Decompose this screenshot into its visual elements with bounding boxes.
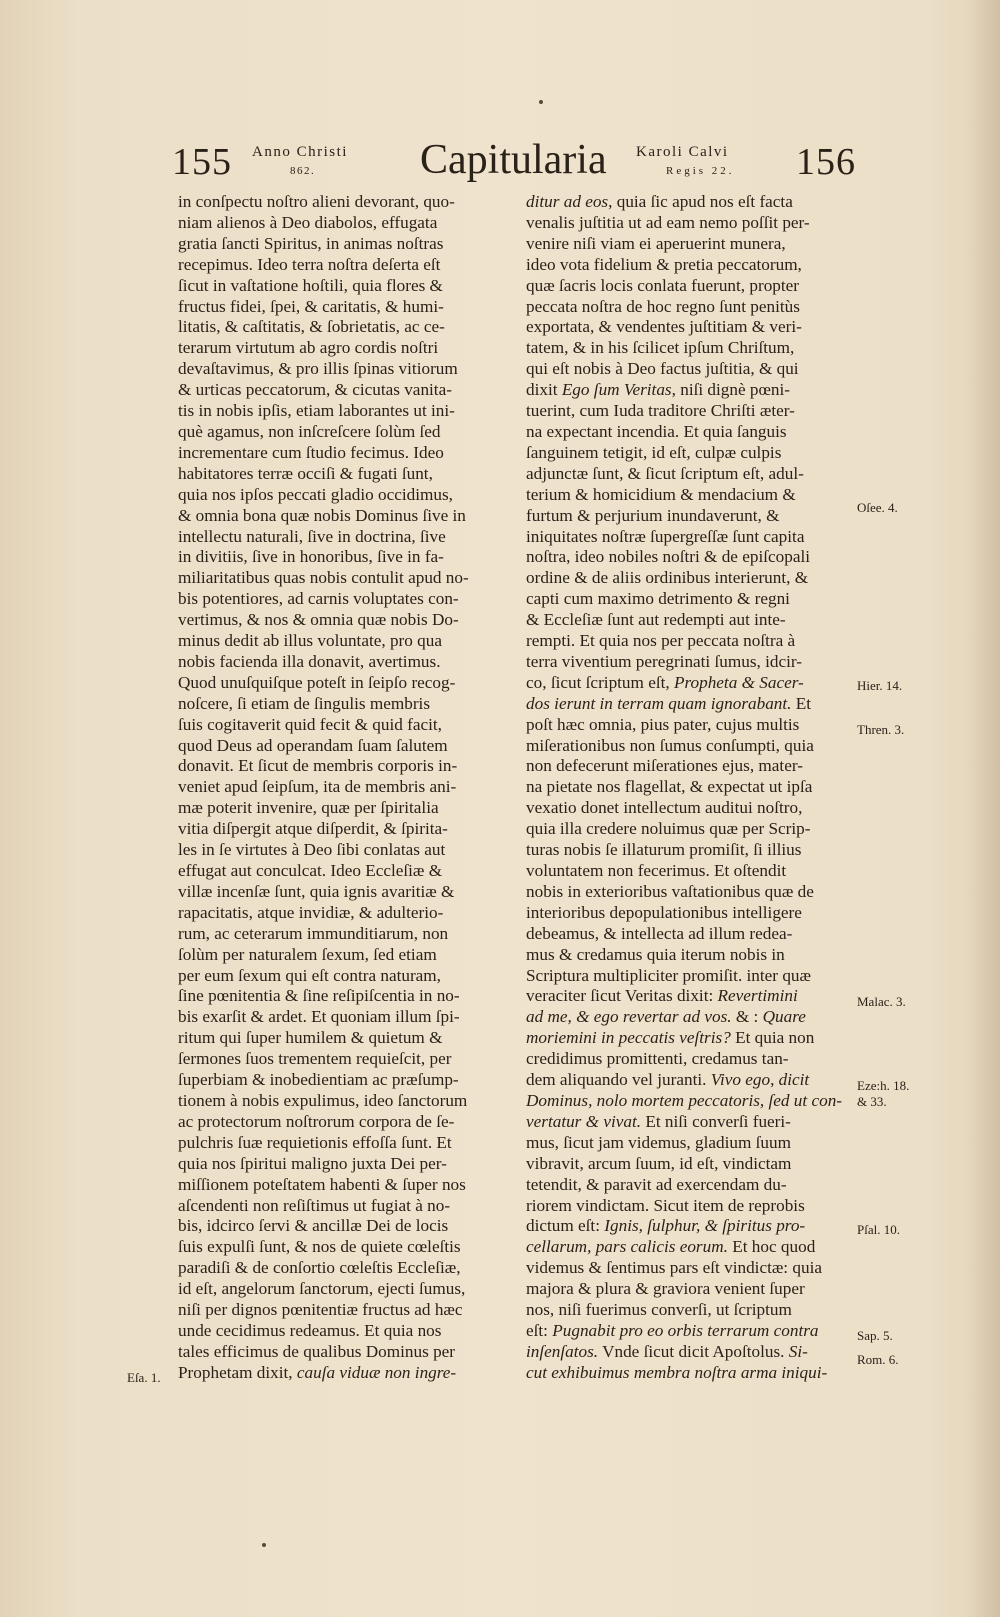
right-column-italic-run: Si- cut exhibuimus membra noſtra arma iniqui- xyxy=(526,1341,828,1382)
right-column-text-run: Et niſi converſi fueri- mus, ſicut jam videmus, gladium ſuum vibravit, arcum ſuum, id eſt, vindictam tetendit, & paravit ad exercendam du- riorem vindictam. Sicut item de reprobis dictum eſt: xyxy=(526,1111,805,1236)
page-title: Capitularia xyxy=(420,137,607,183)
year-value: 862. xyxy=(290,165,316,177)
page-number-left: 155 xyxy=(172,141,232,183)
left-text-column xyxy=(178,192,507,1384)
right-column-italic-run: Revertimini ad me, & ego revertar ad vos. xyxy=(526,986,798,1027)
right-column-text-run: , quia ſic apud nos eſt facta venalis juſtitia ut ad eam nemo poſſit per- venire niſi viam ei aperuerint munera, ideo vota fidelium & pretia peccatorum, quæ ſacris locis conlata fuerunt, propter peccata noſtra de hoc regno ſunt penitùs exportata, & vendentes juſtitiam & veri- tatem, & in his ſcilicet ipſum Chriſtum, qui eſt nobis à Deo factus juſtitia, & qui dixit xyxy=(526,192,810,400)
ink-speck xyxy=(539,100,543,104)
running-header xyxy=(0,136,1000,186)
page-number-right: 156 xyxy=(796,141,856,183)
margin-note-ezech: Eze:h. 18. xyxy=(857,1078,910,1093)
ink-speck xyxy=(262,1543,266,1547)
margin-note-ezech-b: & 33. xyxy=(857,1094,887,1109)
margin-note-hier: Hier. 14. xyxy=(857,678,903,693)
right-column-text-run: , niſi dignè pœni- tuerint, cum Iuda traditore Chriſti æter- na expectant incendia. Et quia ſanguis ſanguinem tetigit, id eſt, culpæ culpis adjunctæ ſunt, & ſicut ſcriptum eſt, adul- terium & homicidium & mendacium & furtum & perjurium inundaverunt, & iniquitates noſtræ ſupergreſſæ ſunt capita noſtra, ideo nobiles noſtri & de epiſcopali ordine & de aliis ordinibus interierunt, & capti cum maximo detrimento & regni & Eccleſiæ ſunt aut redempti aut inte- rempti. Et quia nos per peccata noſtra à terra viventium peregrinati ſumus, idcir- co, ſicut ſcriptum eſt, xyxy=(526,380,811,692)
margin-note-thren: Thren. 3. xyxy=(857,722,905,737)
right-column-italic-run: Ego ſum Veritas xyxy=(561,380,672,400)
right-column-text-run: Vnde ſicut dicit Apoſtolus. xyxy=(598,1341,789,1361)
right-column-text-run: Et hoc quod videmus & ſentimus pars eſt vindictæ: quia majora & plura & graviora venient ſuper nos, niſi fuerimus converſi, ut ſcriptum eſt: xyxy=(526,1237,822,1340)
margin-note-rom: Rom. 6. xyxy=(857,1352,899,1367)
left-column-text: in conſpectu noſtro alieni devorant, quo- niam alienos à Deo diabolos, effugata gratia ſancti Spiritus, in animas noſtras recepimus. Ideo terra noſtra deſerta eſt ſicut in vaſtatione hoſtili, quia flores & fructus fidei, ſpei, & caritatis, & humi- litatis, & caſtitatis, & ſobrietatis, ac ce- terarum virtutum ab agro cordis noſtri devaſtavimus, & pro illis ſpinas vitiorum & urticas peccatorum, & cicutas vanita- tis in nobis ipſis, etiam laborantes ut ini- què agamus, non inſcreſcere ſolùm ſed incrementare cum ſtudio fecimus. Ideo habitatores terræ occiſi & fugati ſunt, quia nos ipſos peccati gladio occidimus, & omnia bona quæ nobis Dominus ſive in intellectu naturali, ſive in doctrina, ſive in divitiis, ſive in honoribus, ſive in fa- miliaritatibus quas nobis contulit apud no- bis potentiores, ad carnis voluptates con- vertimus, & nos & omnia quæ nobis Do- minus dedit ab illus voluntate, pro qua nobis facienda illa donavit, avertimus. Quod unuſquiſque poteſt in ſeipſo recog- noſcere, ſi etiam de ſingulis membris ſuis cogitaverit quid fecit & quid facit, quod Deus ad operandam ſuam ſalutem donavit. Et ſicut de membris corporis in- veniet apud ſeipſum, ita de membris ani- mæ poterit invenire, quæ per ſpiritalia vitia diſpergit atque diſperdit, & ſpirita- les in ſe virtutes à Deo ſibi conlatas aut effugat aut conculcat. Ideo Eccleſiæ & villæ incenſæ ſunt, quia ignis avaritiæ & rapacitatis, atque invidiæ, & adulterio- rum, ac ceterarum immunditiarum, non ſolùm per naturalem ſexum, ſed etiam per eum ſexum qui eſt contra naturam, ſine pœnitentia & ſine reſipiſcentia in no- bis exarſit & ardet. Et quoniam illum ſpi- ritum qui ſuper humilem & quietum & ſermones ſuos trementem requieſcit, per ſuperbiam & inobedientiam ac præſump- tionem à nobis expulimus, ideo ſanctorum ac protectorum noſtrorum corpora de ſe- pulchris ſuæ requietionis effoſſa ſunt. Et quia nos ſpiritui maligno juxta Dei per- miſſionem poteſtatem habenti & ſuper nos aſcendenti non reſiſtimus ut fugiat à no- bis, idcirco ſervi & ancillæ Dei de locis ſuis expulſi ſunt, & nos de quiete cœleſtis paradiſi & de conſortio cœleſtis Eccleſiæ, id eſt, angelorum ſanctorum, ejecti ſumus, niſi per dignos pœnitentiæ fructus ad hæc unde cecidimus redeamus. Et quia nos tales efficimus de qualibus Dominus per Prophetam dixit, xyxy=(178,192,469,1382)
margin-note-osee: Oſee. 4. xyxy=(857,500,898,515)
right-column-italic-run: Quare moriemini in peccatis veſtris? xyxy=(526,1007,806,1048)
right-column-text-run: Et quia non credidimus promittenti, credamus tan- dem aliquando vel juranti. xyxy=(526,1028,815,1090)
margin-note-sap: Sap. 5. xyxy=(857,1328,893,1343)
right-text-column xyxy=(526,192,852,1384)
right-column-italic-run: Pugnabit pro eo orbis terrarum contra inſenſatos. xyxy=(526,1320,819,1361)
right-column-italic-run: Propheta & Sacer- dos ierunt in terram quam ignorabant. xyxy=(526,672,804,713)
margin-note-esa: Eſa. 1. xyxy=(127,1370,161,1385)
right-column-italic-run: dicit Dominus, nolo mortem peccatoris, ſed ut con- vertatur & vivat. xyxy=(526,1070,843,1131)
king-regnal-year: Regis 22. xyxy=(666,165,735,177)
left-column-italic-end: cauſa viduæ non ingre- xyxy=(296,1362,457,1382)
margin-note-psal: Pſal. 10. xyxy=(857,1222,900,1237)
right-column-text-run: & : xyxy=(731,1007,763,1027)
page-edge-shadow xyxy=(966,0,1000,1617)
year-label: Anno Christi xyxy=(252,144,348,160)
right-column-italic-run: Vivo ego xyxy=(710,1070,771,1090)
right-column-text-run: Et poſt hæc omnia, pius pater, cujus multis miſerationibus non ſumus conſumpti, quia non defecerunt miſerationes ejus, mater- na pietate nos flagellat, & expectat ut ipſa vexatio donet intellectum auditui noſtro, quia illa credere noluimus quæ per Scrip- turas nobis ſe illaturum promiſit, ſi illius voluntatem non fecerimus. Et oſtendit nobis in exterioribus vaſtationibus quæ de interioribus depopulationibus intelligere debeamus, & intellecta ad illum redea- mus & credamus quia iterum nobis in Scriptura multipliciter promiſit. inter quæ veraciter ſicut Veritas dixit: xyxy=(526,693,814,1006)
king-label: Karoli Calvi xyxy=(636,144,729,160)
margin-note-malac: Malac. 3. xyxy=(857,994,906,1009)
right-column-italic-run: ditur ad eos xyxy=(526,192,609,211)
right-column-text-run: , xyxy=(770,1070,779,1090)
right-column-italic-run: Ignis, ſulphur, & ſpiritus pro- cellarum, pars calicis eorum. xyxy=(526,1216,806,1257)
